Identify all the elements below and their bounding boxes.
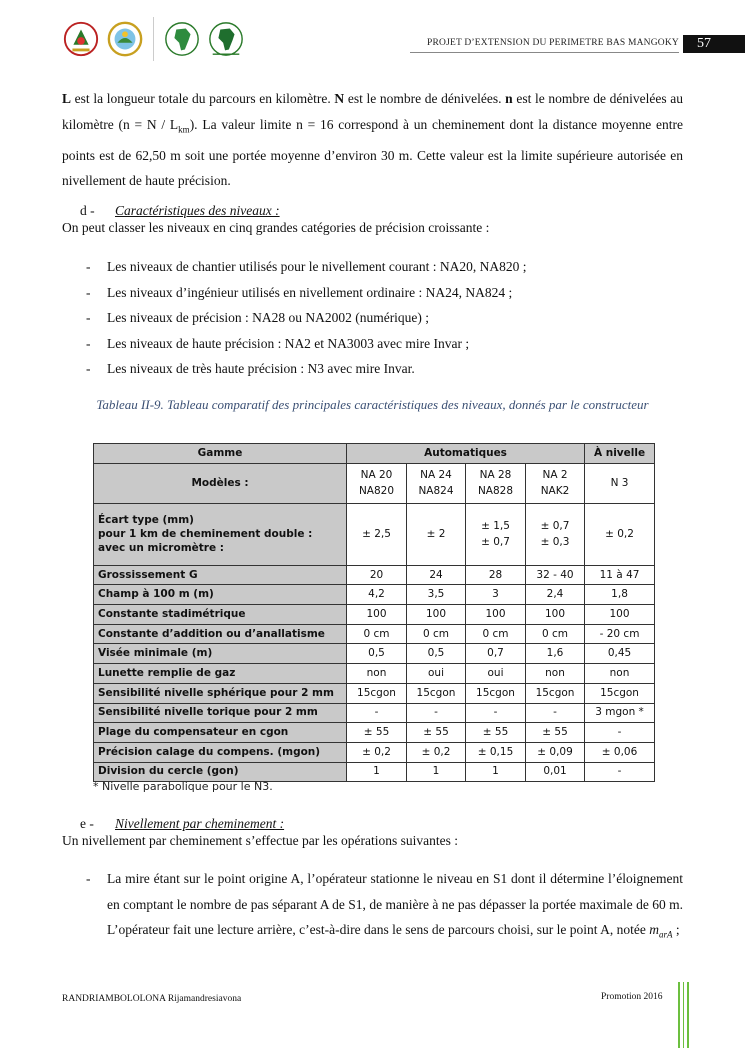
intro-text-3: est le nombre de dénivelées au kilomètre (n = N / L [62,91,684,132]
table-row [94,565,655,585]
row-label: Précision calage du compens. (mgon) [94,742,347,762]
row-label: Constante d’addition ou d’anallatisme [94,624,347,644]
table-row [94,683,655,703]
row-label: Visée minimale (m) [94,644,347,664]
table-cell: 2,4 [526,585,585,605]
subscript-km: km [178,124,190,135]
table-cell: ± 55 [466,723,526,743]
table-row [94,463,655,503]
ecart-type-label: Écart type (mm) pour 1 km de cheminement double : avec un micromètre : [94,503,347,565]
table-row [94,624,655,644]
table-cell: ± 0,2 [347,742,407,762]
table-cell: 4,2 [347,585,407,605]
table-cell: ± 55 [407,723,466,743]
table-cell: ± 2 [407,503,466,565]
university-logo [62,20,100,58]
table-cell: - [407,703,466,723]
table-cell: - [347,703,407,723]
africa-map-logo-2 [207,20,245,58]
page-number: 57 [683,35,745,53]
table-cell: 15cgon [526,683,585,703]
table-cell: ± 0,7 ± 0,3 [526,503,585,565]
table-caption: Tableau II-9. Tableau comparatif des principales caractéristiques des niveaux, donnés par le constructeur [96,397,649,412]
table-cell: 0,5 [347,644,407,664]
var-m: m [649,922,660,937]
header-rule [410,52,679,53]
intro-text-4: ). La valeur limite n = 16 correspond à un cheminement dont la distance moyenne entre points est de 62,50 m soit une portée moyenne d’environ 30 m. Cette valeur est la limite supérieure autorisée en nivellement de haute précision. [62,116,683,189]
footer-decoration [678,982,692,1048]
table-cell: 1,6 [526,644,585,664]
table-cell: ± 0,09 [526,742,585,762]
table-cell: non [347,664,407,684]
table-cell: 100 [526,605,585,625]
list-item: - Les niveaux de précision : NA28 ou NA2002 (numérique) ; [86,310,430,325]
row-label: Grossissement G [94,565,347,585]
list-item: - Les niveaux de très haute précision : N3 avec mire Invar. [86,361,415,376]
gamme-header: Gamme [94,444,347,464]
institute-logo [106,20,144,58]
table-row [94,585,655,605]
section-d-heading [80,203,280,219]
table-row [94,605,655,625]
list-item: - Les niveaux d’ingénieur utilisés en nivellement ordinaire : NA24, NA824 ; [86,284,513,300]
table-cell: 0 cm [347,624,407,644]
table-cell: non [526,664,585,684]
var-N: N [334,91,345,106]
table-cell: - [526,703,585,723]
table-cell: 100 [347,605,407,625]
table-footnote: * Nivelle parabolique pour le N3. [93,780,273,793]
table-row [94,703,655,723]
table-cell: 0,45 [585,644,655,664]
table-cell: 0 cm [526,624,585,644]
automatiques-header: Automatiques [347,444,585,464]
table-cell: 0,01 [526,762,585,782]
model-cell: NA 2 NAK2 [526,463,585,503]
table-cell: 28 [466,565,526,585]
table-cell: 100 [466,605,526,625]
footer-author: RANDRIAMBOLOLONA Rijamandresiavona [62,994,242,1004]
table-cell: 0,7 [466,644,526,664]
table-row [94,444,655,464]
section-d-intro: On peut classer les niveaux en cinq grandes catégories de précision croissante : [62,220,490,235]
model-cell: NA 20 NA820 [347,463,407,503]
header-logos [62,18,245,60]
list-item: - Les niveaux de haute précision : NA2 et NA3003 avec mire Invar ; [86,335,470,351]
table-cell: 1,8 [585,585,655,605]
table-cell: 0 cm [466,624,526,644]
table-row [94,503,655,565]
table-cell: oui [466,664,526,684]
table-cell: 32 - 40 [526,565,585,585]
table-cell: 1 [407,762,466,782]
table-cell: 3 [466,585,526,605]
table-cell: 100 [585,605,655,625]
table-cell: 1 [466,762,526,782]
cheminement-steps-list [86,866,683,948]
table-row [94,762,655,782]
table-cell: 24 [407,565,466,585]
table-cell: 15cgon [585,683,655,703]
table-cell: 15cgon [407,683,466,703]
model-cell: N 3 [585,463,655,503]
row-label: Plage du compensateur en cgon [94,723,347,743]
table-cell: 100 [407,605,466,625]
table-cell: 0 cm [407,624,466,644]
table-cell: - [466,703,526,723]
intro-text-2: est le nombre de dénivelées. [344,91,506,106]
table-cell: - [585,723,655,743]
table-cell: - [585,762,655,782]
table-row [94,723,655,743]
row-label: Division du cercle (gon) [94,762,347,782]
var-n: n [505,91,513,106]
model-cell: NA 24 NA824 [407,463,466,503]
table-cell: 3,5 [407,585,466,605]
table-cell: non [585,664,655,684]
row-label: Sensibilité nivelle torique pour 2 mm [94,703,347,723]
var-L: L [62,91,72,106]
section-e-letter: e - [80,816,94,831]
table-cell: ± 1,5 ± 0,7 [466,503,526,565]
table-cell: 20 [347,565,407,585]
levels-comparison-table [93,443,655,782]
table-cell: ± 0,06 [585,742,655,762]
table-row [94,664,655,684]
table-cell: oui [407,664,466,684]
table-cell: ± 0,2 [585,503,655,565]
list-item: - Les niveaux de chantier utilisés pour le nivellement courant : NA20, NA820 ; [86,259,527,274]
section-d-letter: d - [80,203,95,218]
list-item: - La mire étant sur le point origine A, l’opérateur stationne le niveau en S1 dont il détermine l’éloignement en comptant le nombre de pas séparant A de S1, de manière à ne pas dépasser la portée maximale de 60 m. L’opérateur fait une lecture arrière, c’est-à-dire dans le sens de parcours choisi, sur le point A, notée $m_{arA}$ ; [86,871,683,940]
table-cell: ± 2,5 [347,503,407,565]
table-cell: 15cgon [466,683,526,703]
table-cell: 0,5 [407,644,466,664]
table-cell: 1 [347,762,407,782]
table-cell: 11 à 47 [585,565,655,585]
table-row [94,742,655,762]
row-label: Lunette remplie de gaz [94,664,347,684]
row-label: Constante stadimétrique [94,605,347,625]
row-label: Sensibilité nivelle sphérique pour 2 mm [94,683,347,703]
table-row [94,644,655,664]
level-categories-list [86,254,683,382]
section-e-title: Nivellement par cheminement : [115,816,285,831]
modeles-header: Modèles : [94,463,347,503]
table-cell: ± 0,15 [466,742,526,762]
model-cell: NA 28 NA828 [466,463,526,503]
footer-promotion: Promotion 2016 [601,992,663,1002]
table-cell: ± 55 [526,723,585,743]
section-e-heading [80,816,284,832]
intro-paragraph [62,86,683,194]
section-d-title: Caractéristiques des niveaux : [115,203,280,218]
logo-separator [153,17,154,61]
table-cell: ± 0,2 [407,742,466,762]
row-label: Champ à 100 m (m) [94,585,347,605]
section-e-intro: Un nivellement par cheminement s’effectue par les opérations suivantes : [62,833,458,848]
header-project-title: PROJET D’EXTENSION DU PERIMETRE BAS MANGOKY [426,38,679,48]
intro-text-1: est la longueur totale du parcours en kilomètre. [71,91,335,106]
africa-map-logo-1 [163,20,201,58]
table-cell: ± 55 [347,723,407,743]
table-cell: 15cgon [347,683,407,703]
subscript-arA: arA [659,929,673,940]
a-nivelle-header: À nivelle [585,444,655,464]
table-cell: 3 mgon * [585,703,655,723]
table-cell: - 20 cm [585,624,655,644]
